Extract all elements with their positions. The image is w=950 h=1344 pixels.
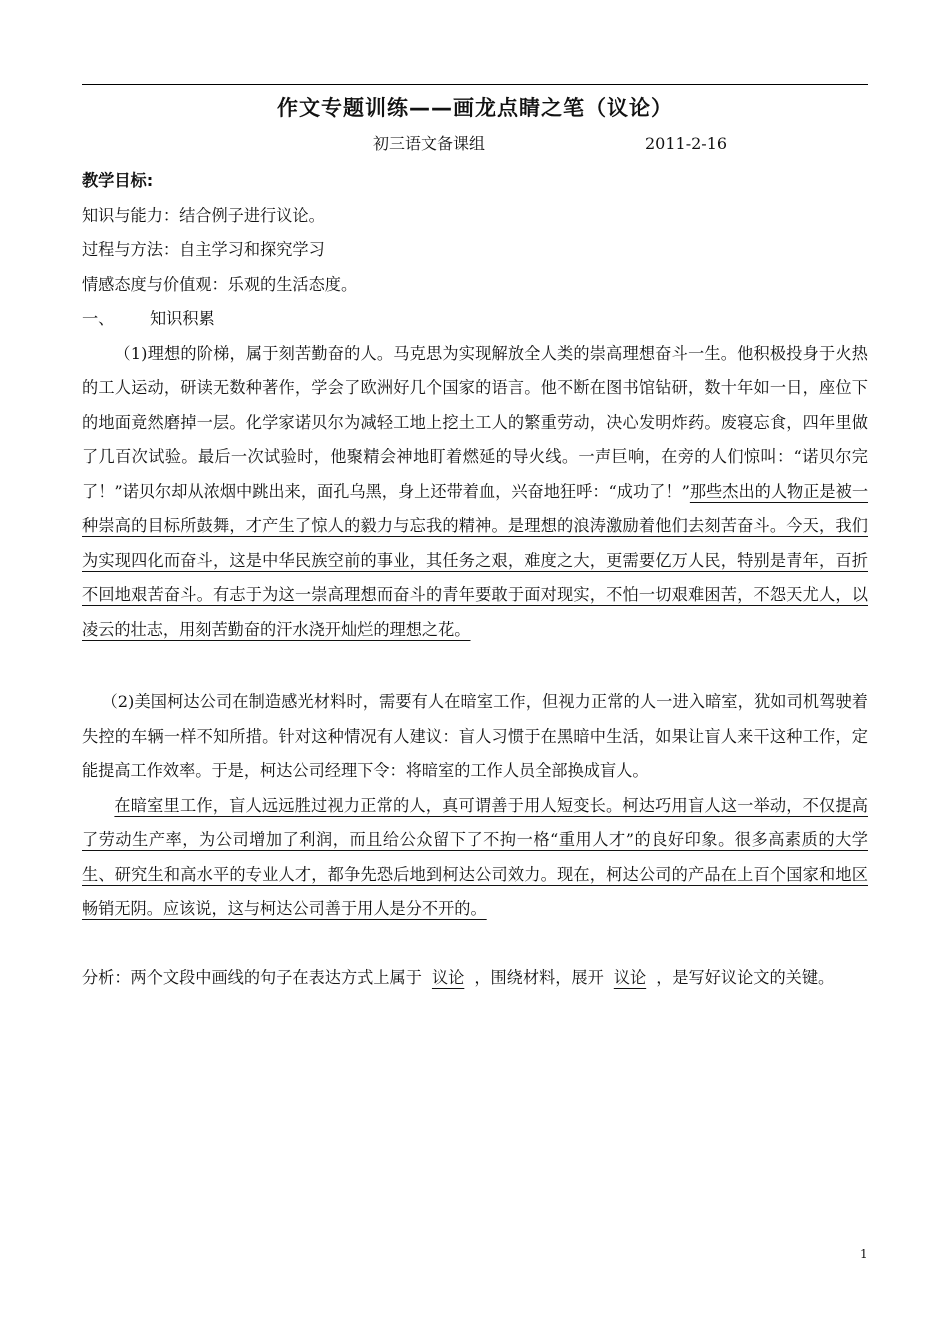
objectives-heading: 教学目标: xyxy=(82,171,154,190)
analysis-middle: ，围绕材料，展开 xyxy=(474,967,604,987)
passage-1 xyxy=(82,337,868,648)
author-group: 初三语文备课组 xyxy=(373,134,486,153)
header-rule xyxy=(82,84,868,85)
analysis-suffix: ，是写好议论文的关键。 xyxy=(656,967,835,987)
spacer xyxy=(82,927,868,961)
analysis xyxy=(82,961,868,996)
analysis-blank-1: 议论 xyxy=(431,967,465,987)
passage-1-underlined: 那些杰出的人物正是被一种崇高的目标所鼓舞，才产生了惊人的毅力与忘我的精神。是理想的浪涛激励着他们去刻苦奋斗。今天，我们为实现四化而奋斗，这是中华民族空前的事业，其任务之艰，难度之大，更需要亿万人民，特别是青年，百折不回地艰苦奋斗。有志于为这一崇高理想而奋斗的青年要敢于面对现实，不怕一切艰难困苦，不怨天尤人，以凌云的壮志，用刻苦勤奋的汗水浇开灿烂的理想之花。 xyxy=(82,481,869,639)
document-title: 作文专题训练——画龙点睛之笔（议论） xyxy=(277,96,673,120)
section-heading xyxy=(82,302,868,337)
objective-item: 情感态度与价值观：乐观的生活态度。 xyxy=(82,274,358,294)
passage-2: （2)美国柯达公司在制造感光材料时，需要有人在暗室工作，但视力正常的人一进入暗室，犹如司机驾驶着失控的车辆一样不知所措。针对这种情况有人建议：盲人习惯于在黑暗中生活，如果让盲人来干这种工作，定能提高工作效率。于是，柯达公司经理下令：将暗室的工作人员全部换成盲人。 xyxy=(82,692,868,780)
objective-item: 过程与方法：自主学习和探究学习 xyxy=(82,240,325,259)
section-title: 知识积累 xyxy=(150,309,215,328)
passage-1-text: （1)理想的阶梯，属于刻苦勤奋的人。马克思为实现解放全人类的崇高理想奋斗一生。他积极投身于火热的工人运动，研读无数种著作，学会了欧洲好几个国家的语言。他不断在图书馆钻研，数十年如一日，座位下的地面竟然磨掉一层。化学家诺贝尔为减轻工地上挖土工人的繁重劳动，决心发明炸药。废寝忘食，四年里做了几百次试验。最后一次试验时，他聚精会神地盯着燃延的导火线。一声巨响，在旁的人们惊叫：“诺贝尔完了！”诺贝尔却从浓烟中跳出来，面孔乌黑，身上还带着血，兴奋地狂呼：“成功了！” xyxy=(82,343,868,501)
page-number: 1 xyxy=(860,1247,868,1261)
section-number: 一、 xyxy=(82,309,115,328)
passage-2-commentary xyxy=(82,789,868,927)
analysis-blank-2: 议论 xyxy=(613,967,647,987)
document-date: 2011-2-16 xyxy=(645,134,728,153)
spacer xyxy=(82,647,868,685)
document-body xyxy=(82,164,868,995)
passage-2-underlined: 在暗室里工作，盲人远远胜过视力正常的人，真可谓善于用人短变长。柯达巧用盲人这一举动，不仅提高了劳动生产率，为公司增加了利润，而且给公众留下了不拘一格“重用人才”的良好印象。很多高素质的大学生、研究生和高水平的专业人才，都争先恐后地到柯达公司效力。现在，柯达公司的产品在上百个国家和地区畅销无阴。应该说，这与柯达公司善于用人是分不开的。 xyxy=(82,795,868,918)
objective-item: 知识与能力：结合例子进行议论。 xyxy=(82,205,325,225)
analysis-prefix: 分析：两个文段中画线的句子在表达方式上属于 xyxy=(82,967,422,987)
